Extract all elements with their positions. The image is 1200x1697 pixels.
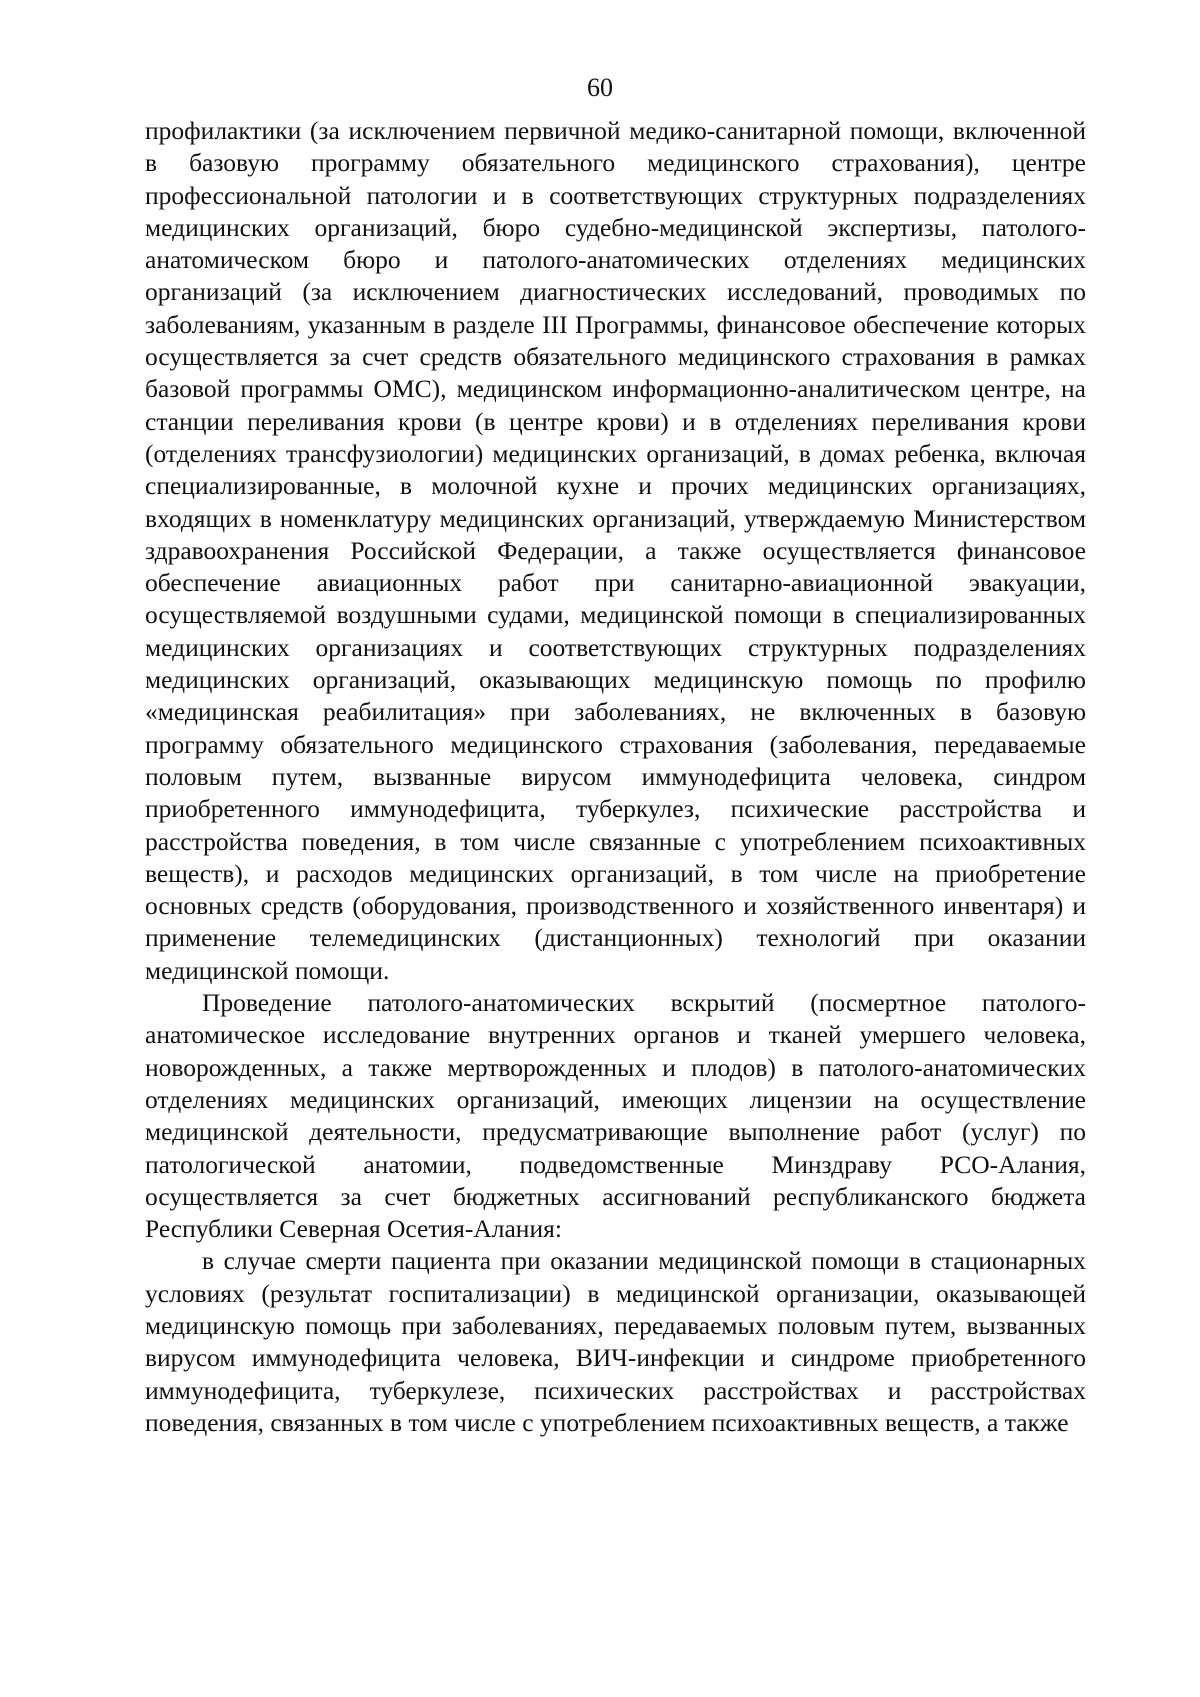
- page-number: 60: [587, 73, 613, 102]
- paragraph-financing-list: профилактики (за исключением первичной медико-санитарной помощи, включенной в базовую программу обязательного медицинского страхования), центре профессиональной патологии и в соответствующих структурных подразделениях медицинских организаций, бюро судебно-медицинской экспертизы, патолого-анатомическом бюро и патолого-анатомических отделениях медицинских организаций (за исключением диагностических исследований, проводимых по заболеваниям, указанным в разделе III Программы, финансовое обеспечение которых осуществляется за счет средств обязательного медицинского страхования в рамках базовой программы ОМС), медицинском информационно-аналитическом центре, на станции переливания крови (в центре крови) и в отделениях переливания крови (отделениях трансфузиологии) медицинских организаций, в домах ребенка, включая специализированные, в молочной кухне и прочих медицинских организациях, входящих в номенклатуру медицинских организаций, утверждаемую Министерством здравоохранения Российской Федерации, а также осуществляется финансовое обеспечение авиационных работ при санитарно-авиационной эвакуации, осуществляемой воздушными судами, медицинской помощи в специализированных медицинских организациях и соответствующих структурных подразделениях медицинских организаций, оказывающих медицинскую помощь по профилю «медицинская реабилитация» при заболеваниях, не включенных в базовую программу обязательного медицинского страхования (заболевания, передаваемые половым путем, вызванные вирусом иммунодефицита человека, синдром приобретенного иммунодефицита, туберкулез, психические расстройства и расстройства поведения, в том числе связанные с употреблением психоактивных веществ), и расходов медицинских организаций, в том числе на приобретение основных средств (оборудования, производственного и хозяйственного инвентаря) и применение телемедицинских (дистанционных) технологий при оказании медицинской помощи.: [145, 116, 1086, 985]
- paragraph-autopsy-financing: Проведение патолого-анатомических вскрытий (посмертное патолого-анатомическое исследование внутренних органов и тканей умершего человека, новорожденных, а также мертворожденных и плодов) в патолого-анатомических отделениях медицинских организаций, имеющих лицензии на осуществление медицинской деятельности, предусматривающие выполнение работ (услуг) по патологической анатомии, подведомственные Минздраву РСО-Алания, осуществляется за счет бюджетных ассигнований республиканского бюджета Республики Северная Осетия-Алания:: [145, 988, 1086, 1244]
- paragraph-death-cases: в случае смерти пациента при оказании медицинской помощи в стационарных условиях (результат госпитализации) в медицинской организации, оказывающей медицинскую помощь при заболеваниях, передаваемых половым путем, вызванных вирусом иммунодефицита человека, ВИЧ-инфекции и синдроме приобретенного иммунодефицита, туберкулезе, психических расстройствах и расстройствах поведения, связанных в том числе с употреблением психоактивных веществ, а также: [145, 1246, 1086, 1437]
- document-body: [145, 115, 1086, 1439]
